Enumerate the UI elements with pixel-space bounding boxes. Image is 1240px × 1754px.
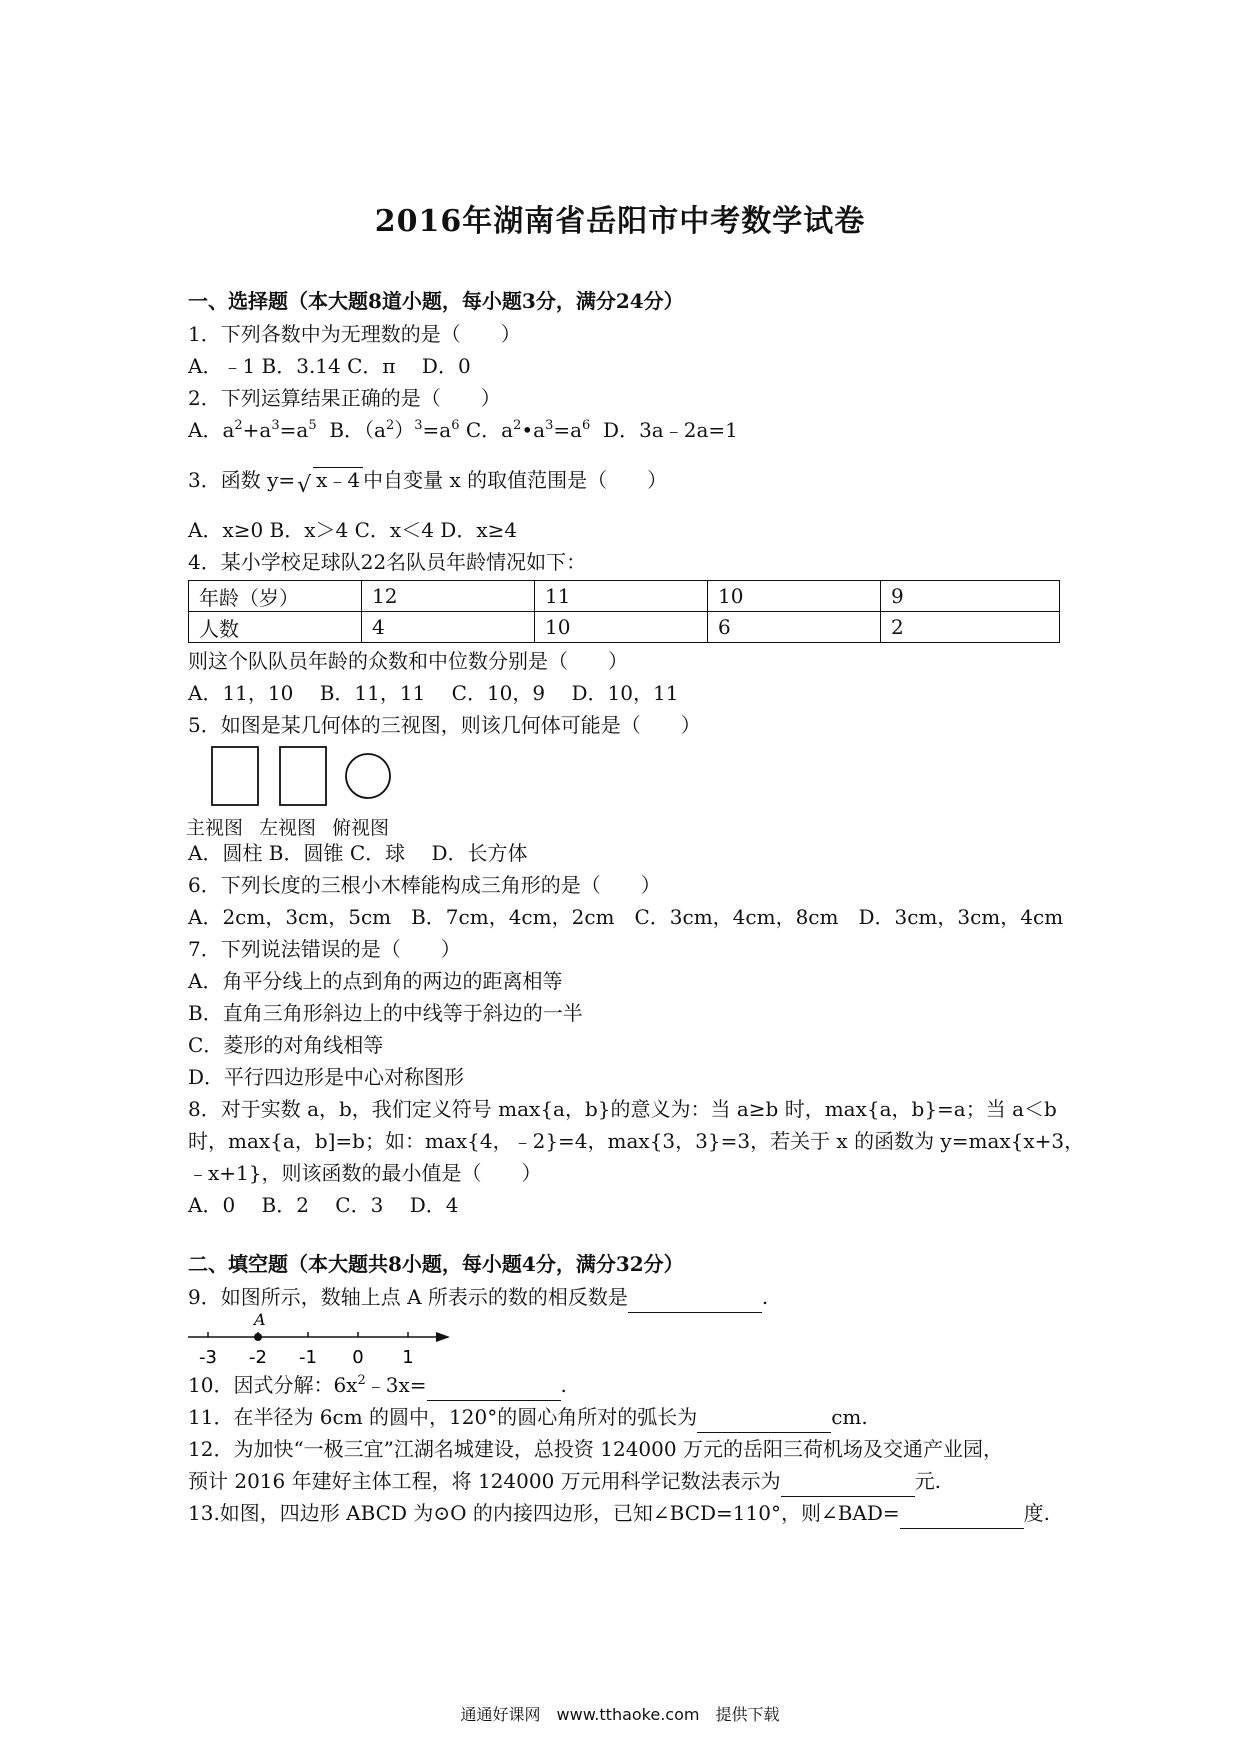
point-a-label: A: [254, 1313, 266, 1329]
question-4-question: 则这个队队员年龄的众数和中位数分别是（ ）: [188, 649, 628, 673]
question-7-option-a: A．角平分线上的点到角的两边的距离相等: [188, 969, 563, 993]
question-1-stem: 1．下列各数中为无理数的是（ ）: [188, 322, 521, 346]
section-heading-choice: 一、选择题（本大题8道小题，每小题3分，满分24分）: [188, 289, 684, 313]
table-cell: 6: [708, 612, 881, 643]
view-labels: [186, 813, 405, 840]
page-title: 2016年湖南省岳阳市中考数学试卷: [374, 204, 866, 239]
question-6-stem: 6．下列长度的三根小木棒能构成三角形的是（ ）: [188, 873, 661, 897]
table-row: [189, 581, 1060, 612]
spacer: [188, 446, 1068, 464]
number-line-figure: [188, 1313, 1068, 1369]
question-6-options: A．2cm，3cm，5cm B．7cm，4cm，2cm C．3cm，4cm，8cm D．3cm，3cm，4cm: [188, 905, 1064, 929]
spacer: [188, 1221, 1068, 1247]
square-root-expression: √ x﹣4: [297, 464, 363, 496]
exam-content: [186, 284, 1085, 1529]
footer-source: 通通好课网 www.tthaoke.com 提供下载: [460, 1705, 780, 1724]
q2-option-b: B．$(a^2)^3=a^6$: [329, 418, 460, 442]
question-7-option-d: D．平行四边形是中心对称图形: [188, 1065, 465, 1089]
question-2-options: [188, 414, 1068, 446]
front-view-rectangle: [212, 747, 258, 805]
question-11: 11．在半径为 6cm 的圆中，120°的圆心角所对的弧长为 cm.: [188, 1401, 1068, 1433]
table-cell: 10: [708, 581, 881, 612]
radical-sign-icon: √: [297, 473, 312, 498]
question-8-options: A．0 B．2 C．3 D．4: [188, 1193, 459, 1217]
question-4-stem: 4．某小学校足球队22名队员年龄情况如下：: [188, 550, 587, 574]
question-8-line-1: 8．对于实数 a，b，我们定义符号 max{a，b}的意义为：当 a≥b 时，max{a，b}=a；当 a＜b: [188, 1097, 1057, 1121]
question-7-stem: 7．下列说法错误的是（ ）: [188, 937, 461, 961]
three-view-figure: [188, 741, 1068, 837]
table-cell: 10: [535, 612, 708, 643]
answer-blank: [697, 1408, 831, 1433]
tick-label: 0: [352, 1347, 364, 1368]
answer-blank: [628, 1288, 762, 1313]
table-cell: 人数: [189, 612, 362, 643]
spacer: [188, 496, 1068, 514]
question-9-stem: 9．如图所示，数轴上点 A 所表示的数的相反数是 .: [188, 1281, 1068, 1313]
top-view-circle: [346, 754, 390, 798]
question-8-line-2: 时，max{a，b]=b；如：max{4，﹣2}=4，max{3，3}=3，若关于 x 的函数为 y=max{x+3，: [188, 1129, 1085, 1153]
question-2-stem: 2．下列运算结果正确的是（ ）: [188, 386, 501, 410]
answer-blank: [900, 1504, 1024, 1529]
question-4-options: A．11，10 B．11，11 C．10，9 D．10，11: [188, 681, 679, 705]
table-cell: 12: [362, 581, 535, 612]
table-cell: 4: [362, 612, 535, 643]
table-cell: 11: [535, 581, 708, 612]
tick-label: 1: [402, 1347, 414, 1368]
three-view-drawing: [188, 741, 448, 813]
section-heading-fill: 二、填空题（本大题共8小题，每小题4分，满分32分）: [188, 1252, 684, 1276]
tick-label: -3: [199, 1347, 217, 1368]
table-cell: 年龄（岁）: [189, 581, 362, 612]
q2-option-c: C．$a^2•a^3=a^6$: [465, 418, 591, 442]
question-5-options: A．圆柱 B．圆锥 C．球 D．长方体: [188, 841, 528, 865]
question-3-options: A．x≥0 B．x＞4 C．x＜4 D．x≥4: [188, 518, 518, 542]
answer-blank: [427, 1376, 561, 1401]
number-line-drawing: [188, 1313, 458, 1369]
side-view-rectangle: [280, 747, 326, 805]
question-13: 13.如图，四边形 ABCD 为⊙O 的内接四边形，已知∠BCD=110°，则∠BAD= 度.: [188, 1497, 1068, 1529]
question-12-line-2: 预计 2016 年建好主体工程，将 124000 万元用科学记数法表示为 元.: [188, 1465, 1068, 1497]
question-7-option-c: C．菱形的对角线相等: [188, 1033, 384, 1057]
question-10: 10．因式分解：$6x^2﹣3x=$ .: [188, 1369, 1068, 1401]
q2-option-d: D．3a﹣2a=1: [603, 418, 738, 442]
question-3-stem: 3．函数 y= √ x﹣4 中自变量 x 的取值范围是（ ）: [188, 464, 1068, 496]
view-label-front: 主视图: [186, 817, 244, 839]
question-5-stem: 5．如图是某几何体的三视图，则该几何体可能是（ ）: [188, 713, 701, 737]
table-cell: 2: [881, 612, 1060, 643]
question-7-option-b: B．直角三角形斜边上的中线等于斜边的一半: [188, 1001, 583, 1025]
question-12-line-1: 12．为加快“一极三宜”江湖名城建设，总投资 124000 万元的岳阳三荷机场及交通产业园，: [188, 1437, 1003, 1461]
answer-blank: [781, 1472, 915, 1497]
question-8-line-3: ﹣x+1}，则该函数的最小值是（ ）: [188, 1161, 542, 1185]
age-table: [188, 580, 1060, 643]
table-cell: 9: [881, 581, 1060, 612]
view-label-top: 俯视图: [332, 817, 390, 839]
table-row: [189, 612, 1060, 643]
question-1-options: A．﹣1 B．3.14 C．π D．0: [188, 354, 471, 378]
arrow-icon: [436, 1332, 450, 1342]
tick-label: -1: [299, 1347, 317, 1368]
q2-option-a: A．$a^2+a^3=a^5$: [188, 418, 317, 442]
tick-label: -2: [249, 1347, 267, 1368]
view-label-side: 左视图: [259, 817, 317, 839]
point-a-dot: [254, 1333, 262, 1341]
